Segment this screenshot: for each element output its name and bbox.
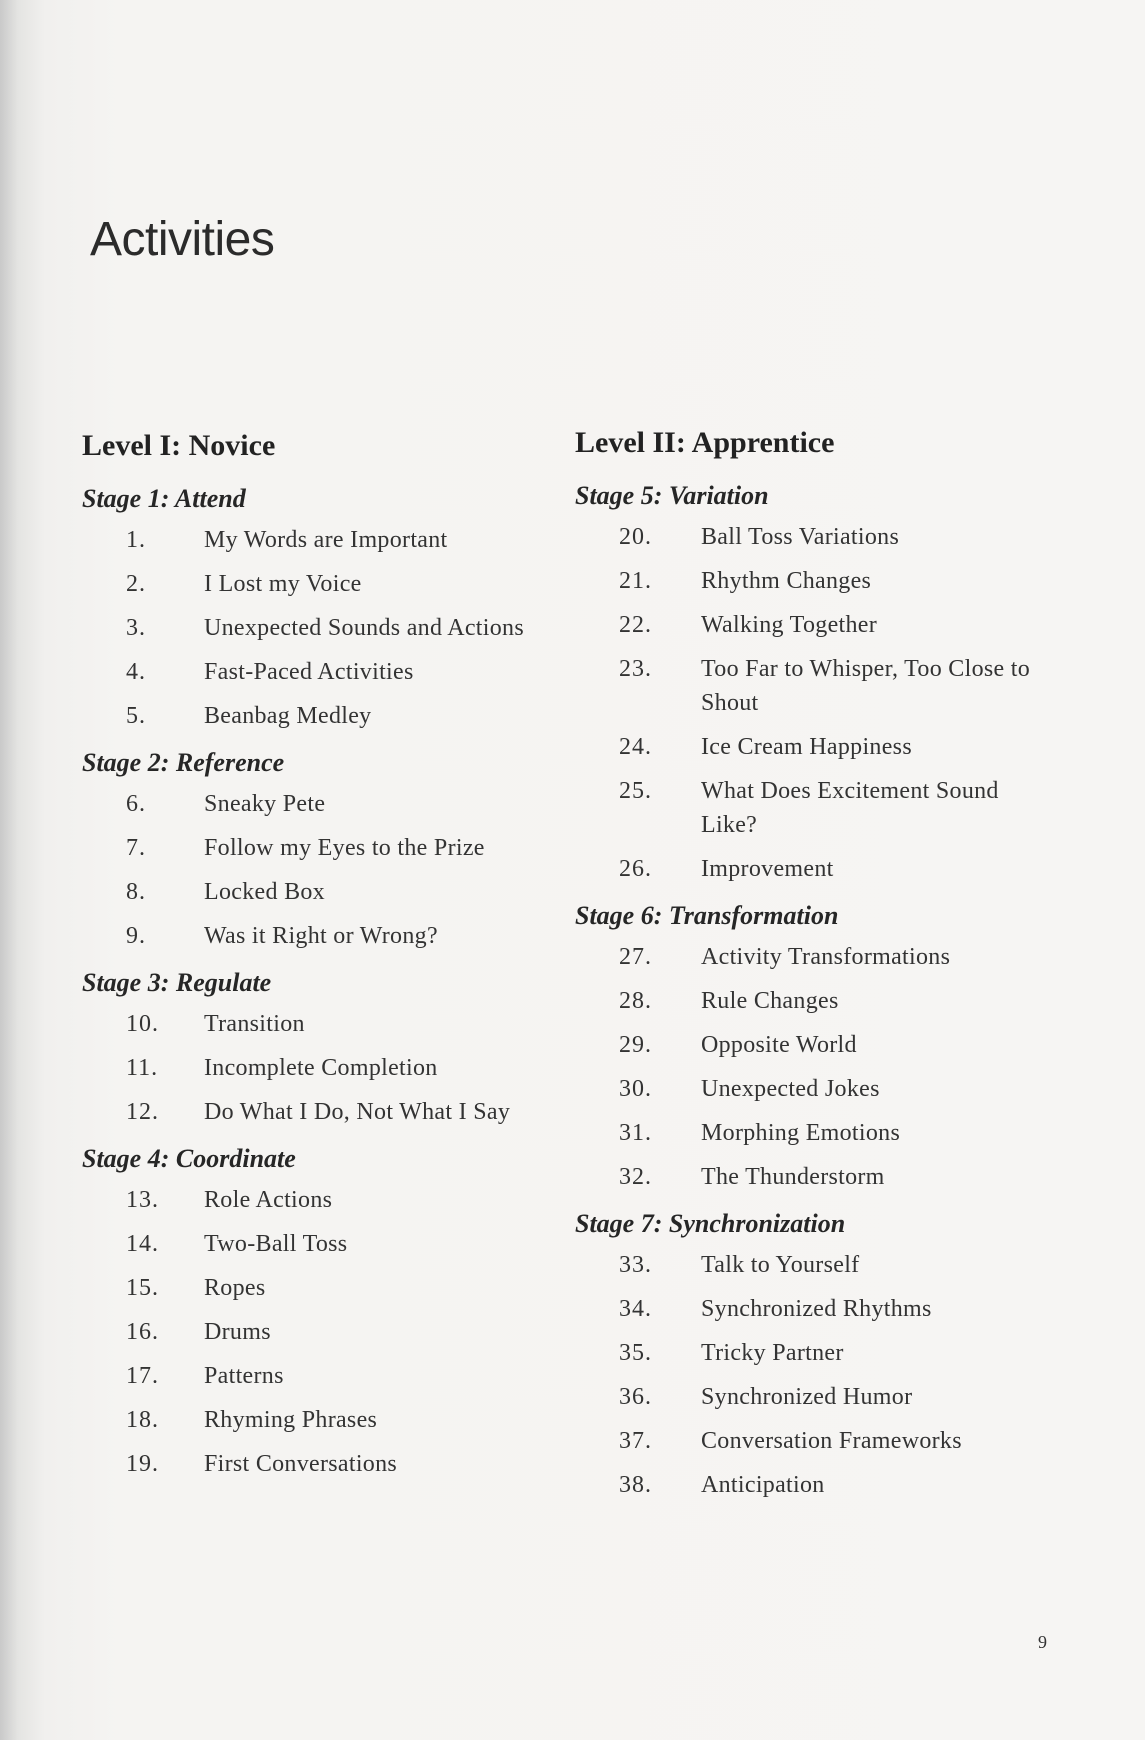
activity-title: Role Actions [204,1187,333,1213]
activity-title: My Words are Important [204,527,448,553]
activity-item [82,1447,572,1481]
activity-number: 17. [126,1363,159,1389]
activity-title: Activity Transformations [701,944,951,970]
activity-title: Ball Toss Variations [701,524,900,550]
activity-item [575,730,1075,764]
activity-number: 8. [126,879,146,905]
activity-item [82,567,572,601]
activity-item [575,608,1075,642]
activity-item [82,699,572,733]
activity-title: Rhyming Phrases [204,1407,378,1433]
activity-title: Do What I Do, Not What I Say [204,1099,511,1125]
activity-item [82,611,572,645]
activity-number: 2. [126,571,146,597]
activity-number: 4. [126,659,146,685]
stage-heading: Stage 7: Synchronization [575,1209,846,1238]
activity-item [82,1315,572,1349]
activity-title: Too Far to Whisper, Too Close to Shout [701,656,1031,716]
activity-number: 1. [126,527,146,553]
activity-number: 27. [619,944,652,970]
activity-title: Walking Together [701,612,878,638]
activity-item [82,1051,572,1085]
stage-heading: Stage 2: Reference [82,748,285,777]
activity-item [575,1336,1075,1370]
activity-number: 9. [126,923,146,949]
activity-title: Synchronized Humor [701,1384,913,1410]
activity-number: 22. [619,612,652,638]
activity-title: Beanbag Medley [204,703,372,729]
stage-list [575,476,1075,1502]
activity-number: 6. [126,791,146,817]
activity-number: 23. [619,656,652,682]
activity-title: Locked Box [204,879,325,905]
activity-title: First Conversations [204,1451,398,1477]
stage-heading: Stage 5: Variation [575,481,769,510]
activity-item [82,919,572,953]
activity-number: 29. [619,1032,652,1058]
activity-item [575,1424,1075,1458]
level-1-column [82,425,572,1491]
activity-item [575,1468,1075,1502]
activity-item [82,1403,572,1437]
activity-number: 38. [619,1472,652,1498]
activity-item [575,1292,1075,1326]
activity-title: Rule Changes [701,988,839,1014]
activity-number: 30. [619,1076,652,1102]
activity-number: 35. [619,1340,652,1366]
activity-title: Ice Cream Happiness [701,734,912,760]
activity-title: Morphing Emotions [701,1120,901,1146]
activity-title: Synchronized Rhythms [701,1296,932,1322]
activity-item [82,655,572,689]
activity-item [82,1183,572,1217]
activity-number: 14. [126,1231,159,1257]
activity-item [82,1271,572,1305]
activity-number: 15. [126,1275,159,1301]
level-2-column [575,422,1075,1512]
activity-title: The Thunderstorm [701,1164,885,1190]
activity-item [575,1380,1075,1414]
activity-number: 10. [126,1011,159,1037]
activity-number: 28. [619,988,652,1014]
activity-title: I Lost my Voice [204,571,362,597]
activity-number: 21. [619,568,652,594]
activity-item [575,1028,1075,1062]
activity-item [82,1095,572,1129]
activity-number: 3. [126,615,146,641]
activity-number: 31. [619,1120,652,1146]
activity-item [82,875,572,909]
activity-number: 13. [126,1187,159,1213]
stage-list [82,479,572,1481]
activity-title: Improvement [701,856,834,882]
level-heading: Level I: Novice [82,429,276,462]
activity-item [82,1227,572,1261]
activity-number: 20. [619,524,652,550]
activity-item [575,774,1075,842]
activity-item [575,1072,1075,1106]
activity-number: 12. [126,1099,159,1125]
activity-title: Ropes [204,1275,266,1301]
activity-item [82,523,572,557]
activity-item [575,1160,1075,1194]
activity-number: 26. [619,856,652,882]
page-title: Activities [90,213,275,266]
activity-title: Transition [204,1011,305,1037]
activity-title: Tricky Partner [701,1340,844,1366]
activity-title: Follow my Eyes to the Prize [204,835,485,861]
activity-title: Anticipation [701,1472,825,1498]
activity-title: Unexpected Jokes [701,1076,880,1102]
activity-number: 5. [126,703,146,729]
activity-title: Drums [204,1319,271,1345]
activity-number: 16. [126,1319,159,1345]
activity-number: 24. [619,734,652,760]
activity-title: What Does Excitement Sound Like? [701,778,999,838]
activity-title: Talk to Yourself [701,1252,860,1278]
activity-item [575,652,1075,720]
activity-title: Opposite World [701,1032,857,1058]
stage-heading: Stage 1: Attend [82,484,246,513]
activity-title: Two-Ball Toss [204,1231,348,1257]
activity-title: Was it Right or Wrong? [204,923,438,949]
activity-item [82,831,572,865]
stage-heading: Stage 4: Coordinate [82,1144,296,1173]
activity-title: Incomplete Completion [204,1055,438,1081]
activity-number: 33. [619,1252,652,1278]
activity-title: Conversation Frameworks [701,1428,962,1454]
activity-item [575,984,1075,1018]
level-heading: Level II: Apprentice [575,426,835,459]
activity-item [575,852,1075,886]
activity-title: Unexpected Sounds and Actions [204,615,524,641]
activity-item [575,1116,1075,1150]
activity-item [575,1248,1075,1282]
activity-item [575,520,1075,554]
activity-item [575,940,1075,974]
activity-number: 32. [619,1164,652,1190]
activity-number: 19. [126,1451,159,1477]
activity-number: 34. [619,1296,652,1322]
activity-title: Fast-Paced Activities [204,659,414,685]
activity-number: 25. [619,778,652,804]
page-number: 9 [1038,1632,1047,1652]
activity-item [82,787,572,821]
activity-title: Patterns [204,1363,284,1389]
activity-number: 7. [126,835,146,861]
activity-number: 11. [126,1055,159,1081]
stage-heading: Stage 3: Regulate [82,968,272,997]
activity-number: 36. [619,1384,652,1410]
activity-item [575,564,1075,598]
activity-item [82,1359,572,1393]
activity-title: Sneaky Pete [204,791,326,817]
stage-heading: Stage 6: Transformation [575,901,839,930]
activity-title: Rhythm Changes [701,568,872,594]
activity-number: 18. [126,1407,159,1433]
activity-number: 37. [619,1428,652,1454]
activity-item [82,1007,572,1041]
